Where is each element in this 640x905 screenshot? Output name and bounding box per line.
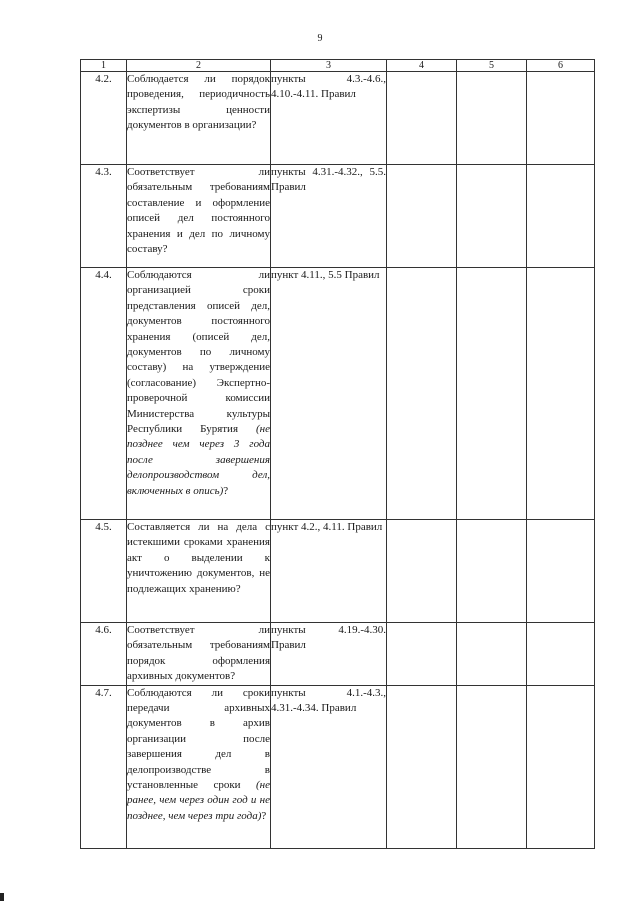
- row-question: [127, 685, 271, 848]
- table-header-row: [81, 60, 595, 72]
- question-text: Соблюдается ли порядок проведения, периодичность экспертизы ценности документов в организации?: [127, 73, 270, 132]
- column-header-6: 6: [527, 60, 595, 72]
- row-cell-6: [527, 623, 595, 686]
- row-reference: пункты 4.31.-4.32., 5.5. Правил: [271, 165, 387, 268]
- row-cell-4: [387, 268, 457, 520]
- question-text: Соответствует ли обязательным требованиям составление и оформление описей дел постоянного хранения и дел по личному составу?: [127, 166, 270, 256]
- table-row: [81, 623, 595, 686]
- question-text: Соблюдаются ли организацией сроки представления описей дел, документов постоянного хранения (описей дел, документов по личному составу) на утверждение (согласование) Экспертно-проверочной комиссии Министерства культуры Республики Бурятия: [127, 269, 270, 436]
- row-reference: пункты 4.1.-4.3., 4.31.-4.34. Правил: [271, 685, 387, 848]
- question-end: ?: [223, 484, 229, 497]
- column-header-5: 5: [457, 60, 527, 72]
- row-cell-6: [527, 268, 595, 520]
- row-number: 4.6.: [81, 623, 127, 686]
- row-question: [127, 520, 271, 623]
- row-cell-6: [527, 685, 595, 848]
- column-header-1: 1: [81, 60, 127, 72]
- column-header-2: 2: [127, 60, 271, 72]
- question-text: Составляется ли на дела с истекшими сроками хранения акт о выделении к уничтожению документов, не подлежащих хранению?: [127, 521, 270, 595]
- row-cell-4: [387, 520, 457, 623]
- checklist-table: [80, 59, 595, 849]
- table-row: [81, 72, 595, 165]
- row-cell-5: [457, 165, 527, 268]
- row-cell-5: [457, 268, 527, 520]
- row-number: 4.2.: [81, 72, 127, 165]
- column-header-4: 4: [387, 60, 457, 72]
- row-cell-5: [457, 685, 527, 848]
- page-number: 9: [317, 33, 323, 44]
- row-question: [127, 165, 271, 268]
- row-number: 4.5.: [81, 520, 127, 623]
- row-question: [127, 268, 271, 520]
- question-note: (не ранее, чем через один год и не позднее, чем через три года): [127, 779, 270, 822]
- scan-artifact: [0, 893, 4, 901]
- question-note: (не позднее чем через 3 года после завершения делопроизводством дел, включенных в опись): [127, 423, 270, 497]
- row-cell-6: [527, 520, 595, 623]
- row-cell-5: [457, 623, 527, 686]
- row-cell-6: [527, 165, 595, 268]
- row-number: 4.4.: [81, 268, 127, 520]
- table-row: [81, 520, 595, 623]
- question-text: Соответствует ли обязательным требованиям порядок оформления архивных документов?: [127, 624, 270, 683]
- row-question: [127, 72, 271, 165]
- row-reference: пункты 4.3.-4.6., 4.10.-4.11. Правил: [271, 72, 387, 165]
- table-row: [81, 685, 595, 848]
- row-cell-4: [387, 685, 457, 848]
- row-cell-4: [387, 72, 457, 165]
- row-cell-5: [457, 72, 527, 165]
- table-row: [81, 268, 595, 520]
- row-cell-4: [387, 623, 457, 686]
- row-reference: пункты 4.19.-4.30. Правил: [271, 623, 387, 686]
- table-row: [81, 165, 595, 268]
- column-header-3: 3: [271, 60, 387, 72]
- row-cell-4: [387, 165, 457, 268]
- question-end: ?: [261, 809, 267, 822]
- row-number: 4.7.: [81, 685, 127, 848]
- row-cell-5: [457, 520, 527, 623]
- question-text: Соблюдаются ли сроки передачи архивных документов в архив организации после завершения дел в делопроизводстве в установленные сроки: [127, 686, 270, 792]
- row-number: 4.3.: [81, 165, 127, 268]
- row-reference: пункт 4.2., 4.11. Правил: [271, 520, 387, 623]
- row-question: [127, 623, 271, 686]
- row-reference: пункт 4.11., 5.5 Правил: [271, 268, 387, 520]
- row-cell-6: [527, 72, 595, 165]
